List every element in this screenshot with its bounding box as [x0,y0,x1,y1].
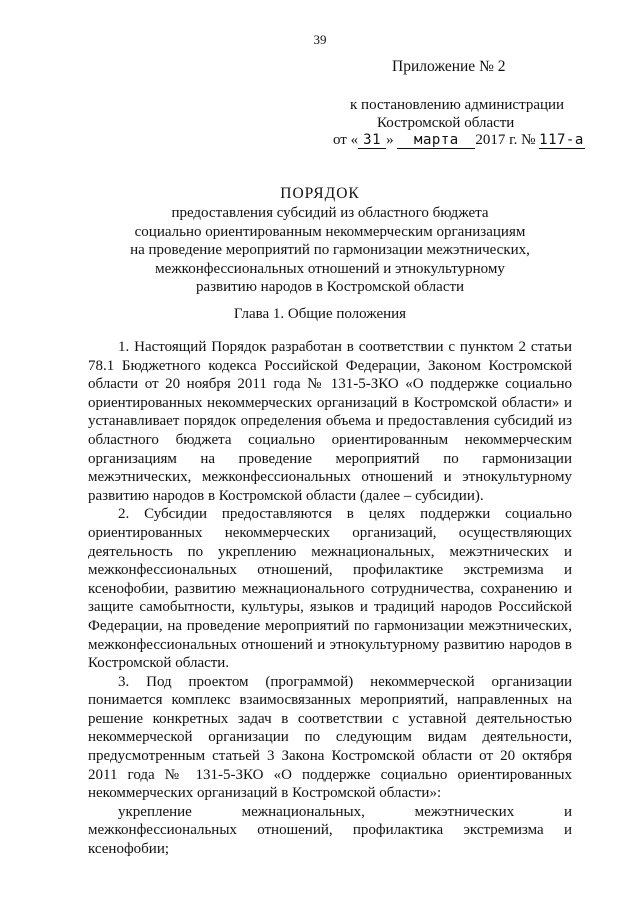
body-line: области от 20 ноября 2011 года № 131-5-ЗКО «О поддержке социально [88,376,572,393]
subtitle-line: развитию народов в Костромской области [195,279,465,295]
body-line: областного бюджета социально ориентированным некоммерческим [88,431,572,448]
document-title: ПОРЯДОК [280,185,360,202]
body-line: межконфессиональных отношений, профилактике экстремизма и [88,562,572,579]
resolution-reference: к постановлению администрации [350,97,565,113]
document-subtitle [120,204,540,297]
subtitle-line: на проведение мероприятий по гармонизации межэтнических, [130,242,530,258]
body-line: 2011 года № 131-5-ЗКО «О поддержке социально ориентированных [88,766,572,783]
resolution-date-number [333,132,585,149]
appendix-label: Приложение № 2 [392,58,506,75]
body-line: ориентированных некоммерческих организаций в Костромской области» и [88,394,572,411]
body-line: 78.1 Бюджетного кодекса Российской Федерации, Законом Костромской [88,357,572,374]
body-line: ксенофобии, развитию межнационального сотрудничества, сохранению и [88,580,572,597]
subtitle-line: социально ориентированным некоммерческим организациям [134,223,526,240]
date-day: 31 [358,133,386,149]
body-line: ксенофобии; [88,841,170,858]
body-line: межэтнических, межконфессиональных отношений и этнокультурному [88,469,572,486]
document-body [88,338,572,859]
body-line: организациям на проведение мероприятий по гармонизации [88,450,572,467]
body-line: предусмотренным статьей 3 Закона Костромской области от 20 октября [88,748,572,765]
body-line: понимается комплекс взаимосвязанных мероприятий, направленных на [88,692,572,709]
body-line: деятельность по укреплению межнациональных, межэтнических и [88,543,572,560]
region-name: Костромской области [377,115,515,131]
body-line: решение конкретных задач в соответствии с уставной деятельностью [88,710,572,727]
subtitle-line: межконфессиональных отношений и этнокультурному [155,260,505,277]
body-line: некоммерческих организаций в Костромской области»: [88,785,442,802]
body-line: защите самобытности, культуры, языков и традиций народов Российской [88,599,572,616]
chapter-heading: Глава 1. Общие положения [233,306,407,322]
date-year: 2017 г. № [475,132,536,148]
page-number: 39 [313,32,327,47]
body-line: межконфессиональных отношений, профилактика экстремизма и [88,822,572,839]
body-line: развитию народов в Костромской области (далее – субсидии). [88,487,484,504]
subtitle-line: предоставления субсидий из областного бюджета [171,205,489,221]
body-line: укрепление межнациональных, межэтнических и [118,803,572,820]
body-line: межконфессиональных отношений и этнокультурному развитию народов в [88,636,572,653]
body-line: Костромской области. [88,655,230,672]
date-month: марта [397,133,475,149]
date-mid: » [386,132,394,148]
body-line: 2. Субсидии предоставляются в целях поддержки социально [118,506,572,523]
body-line: ориентированных некоммерческих организаций, осуществляющих [88,524,572,541]
date-prefix: от « [333,132,359,148]
body-line: некоммерческой организации по следующим видам деятельности, [88,729,572,746]
document-number: 117-а [539,132,584,148]
body-line: устанавливает порядок определения объема и предоставления субсидий из [88,413,572,430]
body-line: Федерации, на проведение мероприятий по гармонизации межэтнических, [88,617,572,634]
body-line: 1. Настоящий Порядок разработан в соответствии с пунктом 2 статьи [118,339,572,355]
body-line: 3. Под проектом (программой) некоммерческой организации [118,673,572,690]
